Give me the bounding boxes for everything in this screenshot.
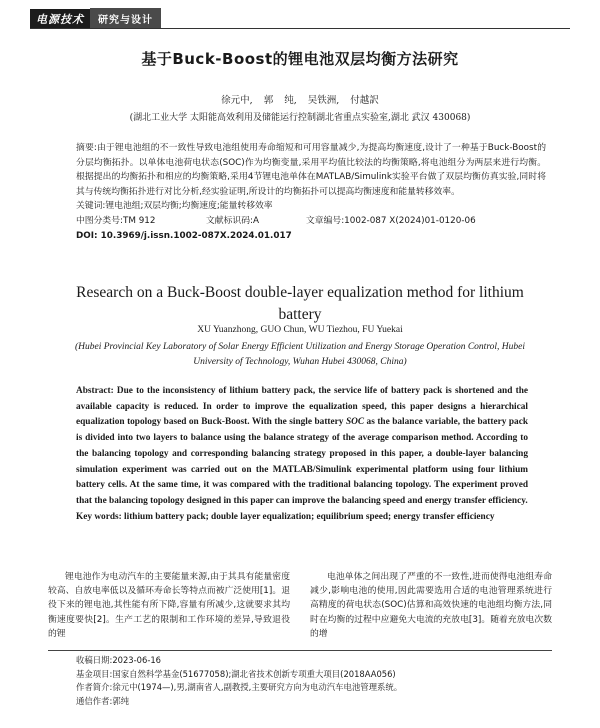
- english-keywords: Key words: lithium battery pack; double layer equalization; equilibrium speed; energy transfer efficiency: [76, 511, 495, 522]
- chinese-keywords: 关键词:锂电池组;双层均衡;均衡速度;能量转移效率: [76, 201, 273, 212]
- article-number: 文章编号:1002-087 X(2024)01-0120-06: [306, 215, 476, 226]
- english-authors: XU Yuanzhong, GUO Chun, WU Tiezhou, FU Yuekai: [197, 325, 403, 335]
- section-label: 研究与设计: [90, 8, 161, 29]
- doi: DOI: 10.3969/j.issn.1002-087X.2024.01.017: [76, 230, 292, 241]
- english-abstract-part1: Abstract: Due to the inconsistency of lithium battery pack, the service life of battery pack is shortened and the available capacity is reduced. In order to improve the equalization speed, this paper designs a hierarchical equalization topology based on Buck-Boost. With the single battery: [76, 386, 528, 428]
- author-bio: 作者简介:徐元中(1974—),男,湖南省人,副教授,主要研究方向为电动汽车电池管理系统。: [76, 682, 403, 693]
- english-abstract: [76, 384, 528, 510]
- english-affiliation: (Hubei Provincial Key Laboratory of Solar Energy Efficient Utilization and Energy Storage Operation Control, Hubei University of Technology, Wuhan Hubei 430068, China): [74, 342, 526, 367]
- fund-info: 基金项目:国家自然科学基金(51677058);湖北省技术创新专项重大项目(2018AA056): [76, 668, 396, 679]
- english-title: Research on a Buck-Boost double-layer equalization method for lithium battery: [76, 284, 524, 323]
- received-date: 收稿日期:2023-06-16: [76, 655, 161, 665]
- journal-header: [30, 8, 161, 29]
- classification-row: [76, 214, 546, 229]
- english-abstract-block: [76, 384, 528, 525]
- document-code: 文献标识码:A: [206, 215, 259, 226]
- body-right-column: 电池单体之间出现了严重的不一致性,进而使得电池组寿命减少,影响电池的使用,因此需要选用合适的电池管理系统进行高精度的荷电状态(SOC)估算和高效快速的电池组均衡方法,同时在均衡的过程中应避免大电流的充放电[3]。随着充放电次数的增: [310, 572, 552, 639]
- footnote-rule: [48, 650, 552, 651]
- chinese-authors: 徐元中, 郭 纯, 吴铁洲, 付越訳: [221, 95, 379, 106]
- chinese-title: 基于Buck-Boost的锂电池双层均衡方法研究: [141, 50, 459, 68]
- body-columns: [48, 570, 552, 641]
- body-left-column: 锂电池作为电动汽车的主要能量来源,由于其具有能量密度较高、自放电率低以及循环寿命长等特点而被广泛使用[1]。退役下来的锂电池,其性能有所下降,容量有所减少,这就要求其均衡速度要快[2]。生产工艺的限制和工作环境的差异,导致退役的锂: [48, 572, 290, 639]
- chinese-affiliation: (湖北工业大学 太阳能高效利用及储能运行控制湖北省重点实验室,湖北 武汉 430068): [129, 113, 471, 123]
- clc-number: 中图分类号:TM 912: [76, 215, 156, 226]
- header-rule: [30, 28, 570, 29]
- footnote: [76, 654, 546, 708]
- english-abstract-soc: SOC: [345, 417, 365, 428]
- english-abstract-part2: as the balance variable, the battery pack is divided into two layers to balance using the balance strategy of the average comparison method. According to the balancing topology and corresponding balancing strategy proposed in this paper, a double-layer balancing simulation experiment was carried out on the MATLAB/Simulink experimental platform using four lithium battery cells. At the same time, it was compared with the traditional balancing topology. The experiment proved that the balancing topology designed in this paper can improve the balancing speed and energy transfer efficiency.: [76, 417, 529, 506]
- chinese-abstract-block: [76, 141, 546, 243]
- journal-brand: 电源技术: [30, 9, 90, 29]
- chinese-abstract: 摘要:由于锂电池组的不一致性导致电池组使用寿命缩短和可用容量减少,为提高均衡速度,设计了一种基于Buck-Boost的分层均衡拓扑。以单体电池荷电状态(SOC)作为均衡变量,采用平均值比较法的均衡策略,将电池组分为两层来进行均衡。根据提出的均衡拓扑和相应的均衡策略,采用4节锂电池单体在MATLAB/Simulink实验平台做了双层均衡仿真实验,同时将其与传统均衡拓扑进行对比分析,经实验证明,所设计的均衡拓扑可以提高均衡速度和能量转移效率。: [76, 143, 546, 197]
- corresponding-author: 通信作者:郭纯: [76, 695, 130, 706]
